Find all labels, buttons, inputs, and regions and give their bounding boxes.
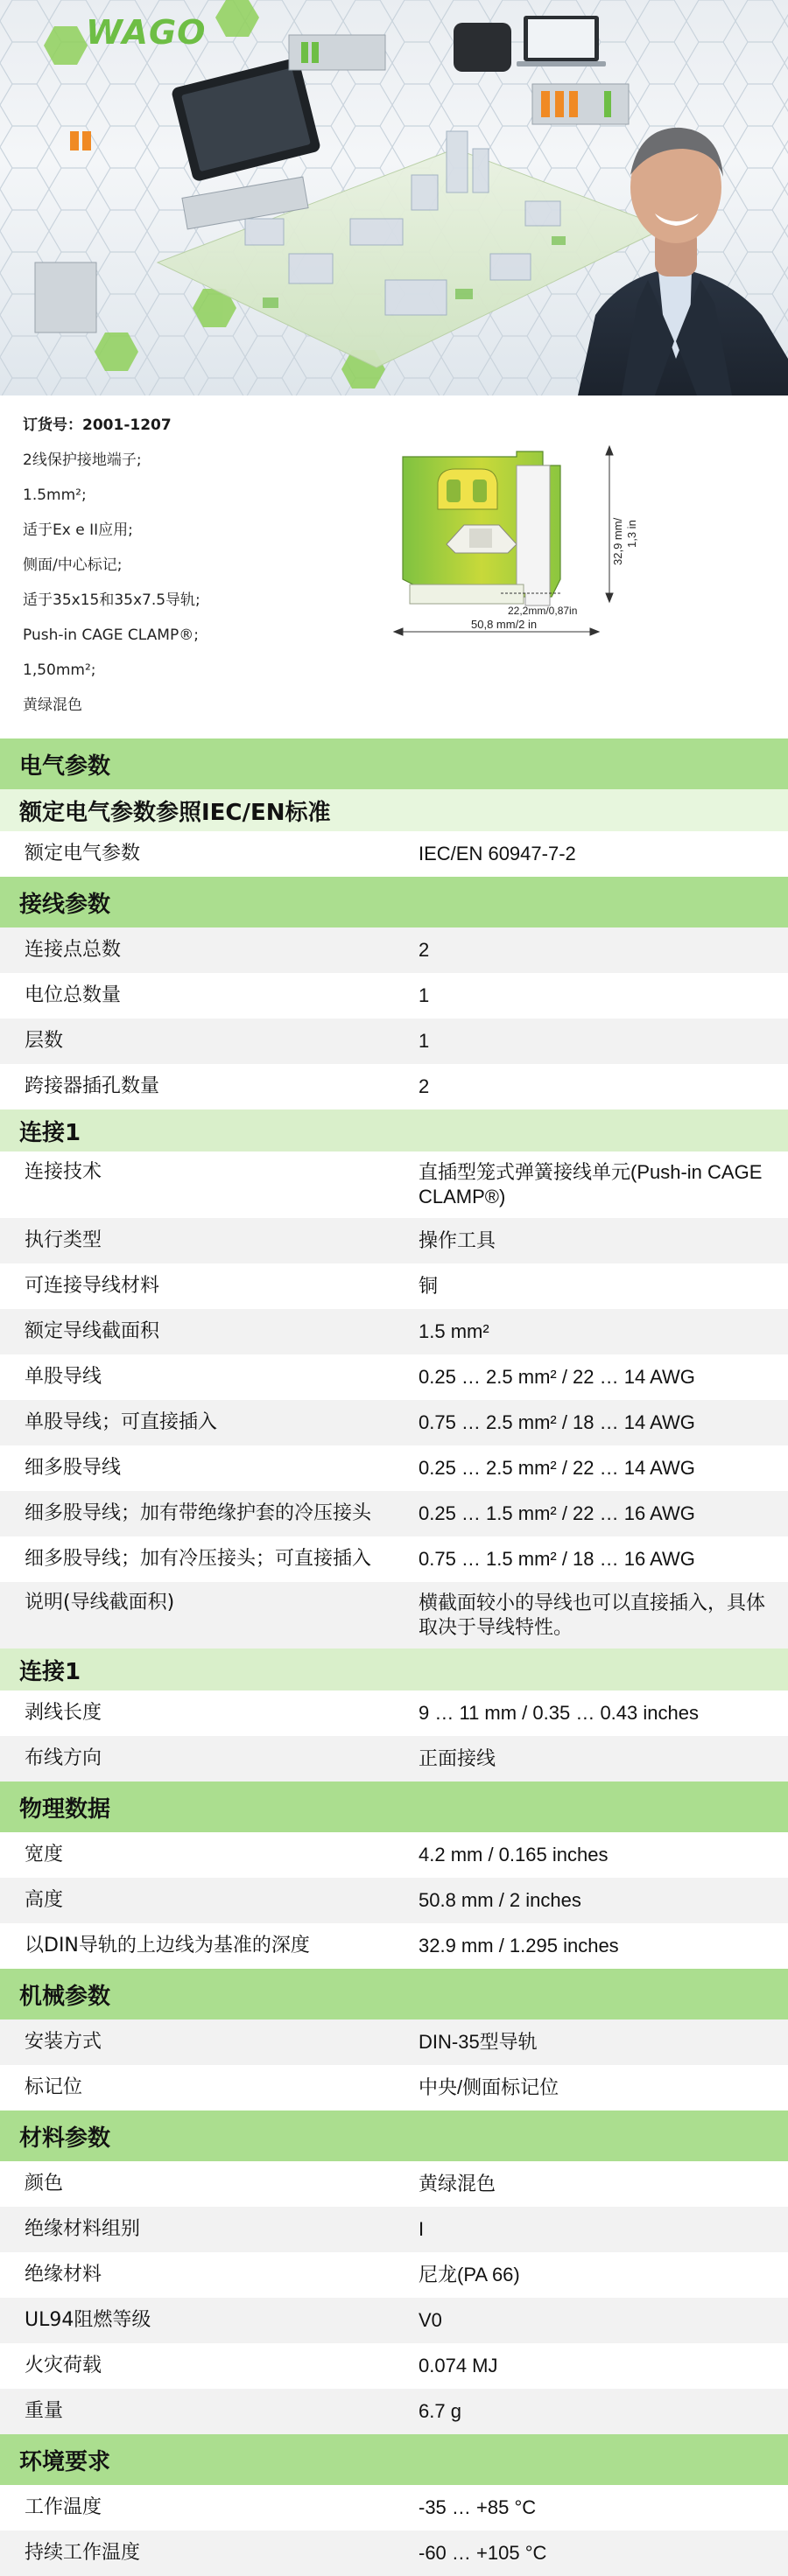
table-row xyxy=(0,2343,788,2389)
row-label: 层数 xyxy=(25,1030,64,1052)
length-dimension: 50,8 mm/2 in xyxy=(471,618,538,631)
row-label: 连接技术 xyxy=(25,1161,102,1183)
section-header-wiring: 接线参数 xyxy=(0,877,788,928)
svg-text:WAGO: WAGO xyxy=(86,13,207,52)
table-row xyxy=(0,831,788,877)
product-description xyxy=(23,408,373,723)
row-value: 50.8 mm / 2 inches xyxy=(419,1889,581,1911)
row-label: 连接点总数 xyxy=(25,939,122,961)
table-row xyxy=(0,1264,788,1309)
row-value: 32.9 mm / 1.295 inches xyxy=(419,1935,619,1956)
table-row xyxy=(0,1923,788,1969)
row-value: 尼龙(PA 66) xyxy=(419,2264,520,2286)
terminal-block-drawing xyxy=(385,430,648,649)
row-label: 说明(导线截面积) xyxy=(25,1592,175,1614)
table-row xyxy=(0,973,788,1018)
row-value: 1.5 mm² xyxy=(419,1320,489,1342)
row-value: IEC/EN 60947-7-2 xyxy=(419,843,576,864)
table-row xyxy=(0,1690,788,1736)
table-row xyxy=(0,2485,788,2530)
table-row xyxy=(0,2298,788,2343)
row-label: 额定电气参数 xyxy=(25,843,141,864)
row-label: 颜色 xyxy=(25,2173,64,2194)
row-label: 单股导线 xyxy=(25,1366,102,1388)
table-row xyxy=(0,1736,788,1782)
table-row xyxy=(0,1536,788,1582)
table-row xyxy=(0,2389,788,2434)
row-value: V0 xyxy=(419,2309,442,2331)
row-label: 可连接导线材料 xyxy=(25,1275,160,1297)
product-info xyxy=(0,396,788,738)
row-value: 6.7 g xyxy=(419,2400,461,2422)
table-row xyxy=(0,1832,788,1878)
row-value: 横截面较小的导线也可以直接插入，具体取决于导线特性。 xyxy=(419,1592,766,1638)
description-line: 1,50mm²; xyxy=(23,662,96,679)
row-label: 电位总数量 xyxy=(25,984,122,1006)
description-line: 1.5mm²; xyxy=(23,486,87,504)
row-label: 宽度 xyxy=(25,1844,64,1866)
description-line: 适于35x15和35x7.5导轨; xyxy=(23,592,201,609)
table-row xyxy=(0,1582,788,1648)
row-label: 工作温度 xyxy=(25,2496,102,2518)
row-label: 火灾荷载 xyxy=(25,2355,102,2376)
row-label: 细多股导线；加有带绝缘护套的冷压接头 xyxy=(25,1502,372,1524)
table-row xyxy=(0,1218,788,1264)
row-value: 正面接线 xyxy=(419,1747,496,1769)
row-value: 0.25 … 2.5 mm² / 22 … 14 AWG xyxy=(419,1457,695,1479)
table-row xyxy=(0,1446,788,1491)
row-value: 直插型笼式弹簧接线单元(Push-in CAGE CLAMP®) xyxy=(419,1161,763,1208)
table-row xyxy=(0,1354,788,1400)
row-label: 高度 xyxy=(25,1889,64,1911)
description-line: 2线保护接地端子; xyxy=(23,452,142,469)
table-row xyxy=(0,1152,788,1218)
table-row xyxy=(0,2252,788,2298)
row-value: 铜 xyxy=(419,1275,439,1297)
row-label: UL94阻燃等级 xyxy=(25,2309,151,2331)
section-header-mechanical: 机械参数 xyxy=(0,1969,788,2020)
row-value: 2 xyxy=(419,1075,430,1097)
table-row xyxy=(0,2065,788,2110)
row-label: 细多股导线；加有冷压接头；可直接插入 xyxy=(25,1548,372,1570)
row-value: 0.074 MJ xyxy=(419,2355,498,2376)
section-header-connection-1: 连接1 xyxy=(0,1110,788,1152)
description-line: 黄绿混色 xyxy=(23,696,82,714)
businessman-photo xyxy=(560,96,788,396)
row-label: 单股导线；可直接插入 xyxy=(25,1411,218,1433)
table-row xyxy=(0,1064,788,1110)
row-label: 剥线长度 xyxy=(25,1702,102,1724)
description-line: Push-in CAGE CLAMP®; xyxy=(23,626,199,644)
row-value: 9 … 11 mm / 0.35 … 0.43 inches xyxy=(419,1702,699,1724)
table-row xyxy=(0,2161,788,2207)
row-label: 执行类型 xyxy=(25,1229,102,1251)
row-value: 0.25 … 2.5 mm² / 22 … 14 AWG xyxy=(419,1366,695,1388)
row-label: 安装方式 xyxy=(25,2031,102,2053)
table-row xyxy=(0,928,788,973)
table-row xyxy=(0,1018,788,1064)
row-label: 持续工作温度 xyxy=(25,2542,141,2564)
height-dimension-inches: 1,3 in xyxy=(625,520,638,548)
table-row xyxy=(0,1878,788,1923)
depth-dimension: 22,2mm/0,87in xyxy=(508,605,578,617)
section-header-physical: 物理数据 xyxy=(0,1782,788,1832)
order-number: 订货号：2001-1207 xyxy=(23,416,172,434)
section-header-environment: 环境要求 xyxy=(0,2434,788,2485)
row-label: 跨接器插孔数量 xyxy=(25,1075,160,1097)
section-header-connection-1-stripping: 连接1 xyxy=(0,1648,788,1690)
row-value: 0.75 … 2.5 mm² / 18 … 14 AWG xyxy=(419,1411,695,1433)
table-row xyxy=(0,1309,788,1354)
table-row xyxy=(0,2207,788,2252)
row-value: 0.25 … 1.5 mm² / 22 … 16 AWG xyxy=(419,1502,695,1524)
row-label: 绝缘材料组别 xyxy=(25,2218,141,2240)
row-label: 布线方向 xyxy=(25,1747,102,1769)
row-label: 绝缘材料 xyxy=(25,2264,102,2286)
table-row xyxy=(0,2530,788,2576)
row-value: 0.75 … 1.5 mm² / 18 … 16 AWG xyxy=(419,1548,695,1570)
row-label: 额定导线截面积 xyxy=(25,1320,160,1342)
row-label: 以DIN导轨的上边线为基准的深度 xyxy=(25,1935,310,1956)
row-value: 中央/侧面标记位 xyxy=(419,2076,559,2098)
row-label: 重量 xyxy=(25,2400,64,2422)
table-row xyxy=(0,1491,788,1536)
row-value: 黄绿混色 xyxy=(419,2173,496,2194)
section-header-material: 材料参数 xyxy=(0,2110,788,2161)
row-value: 1 xyxy=(419,1030,430,1052)
row-value: -35 … +85 °C xyxy=(419,2496,537,2518)
height-dimension: 32,9 mm/ xyxy=(611,517,624,565)
specifications-table xyxy=(0,738,788,2576)
row-value: 1 xyxy=(419,984,430,1006)
row-value: 4.2 mm / 0.165 inches xyxy=(419,1844,609,1866)
subsection-header-rated-standard: 额定电气参数参照IEC/EN标准 xyxy=(0,789,788,831)
section-header-electrical: 电气参数 xyxy=(0,738,788,789)
description-line: 侧面/中心标记; xyxy=(23,556,123,574)
row-value: DIN-35型导轨 xyxy=(419,2031,538,2053)
row-value: 2 xyxy=(419,939,430,961)
row-label: 细多股导线 xyxy=(25,1457,122,1479)
wago-logo xyxy=(84,10,207,52)
row-value: -60 … +105 °C xyxy=(419,2542,547,2564)
row-value: 操作工具 xyxy=(419,1229,496,1251)
description-line: 适于Ex e II应用; xyxy=(23,522,133,539)
table-row xyxy=(0,1400,788,1446)
table-row xyxy=(0,2020,788,2065)
hero-banner xyxy=(0,0,788,396)
row-label: 标记位 xyxy=(25,2076,83,2098)
row-value: I xyxy=(419,2218,425,2240)
